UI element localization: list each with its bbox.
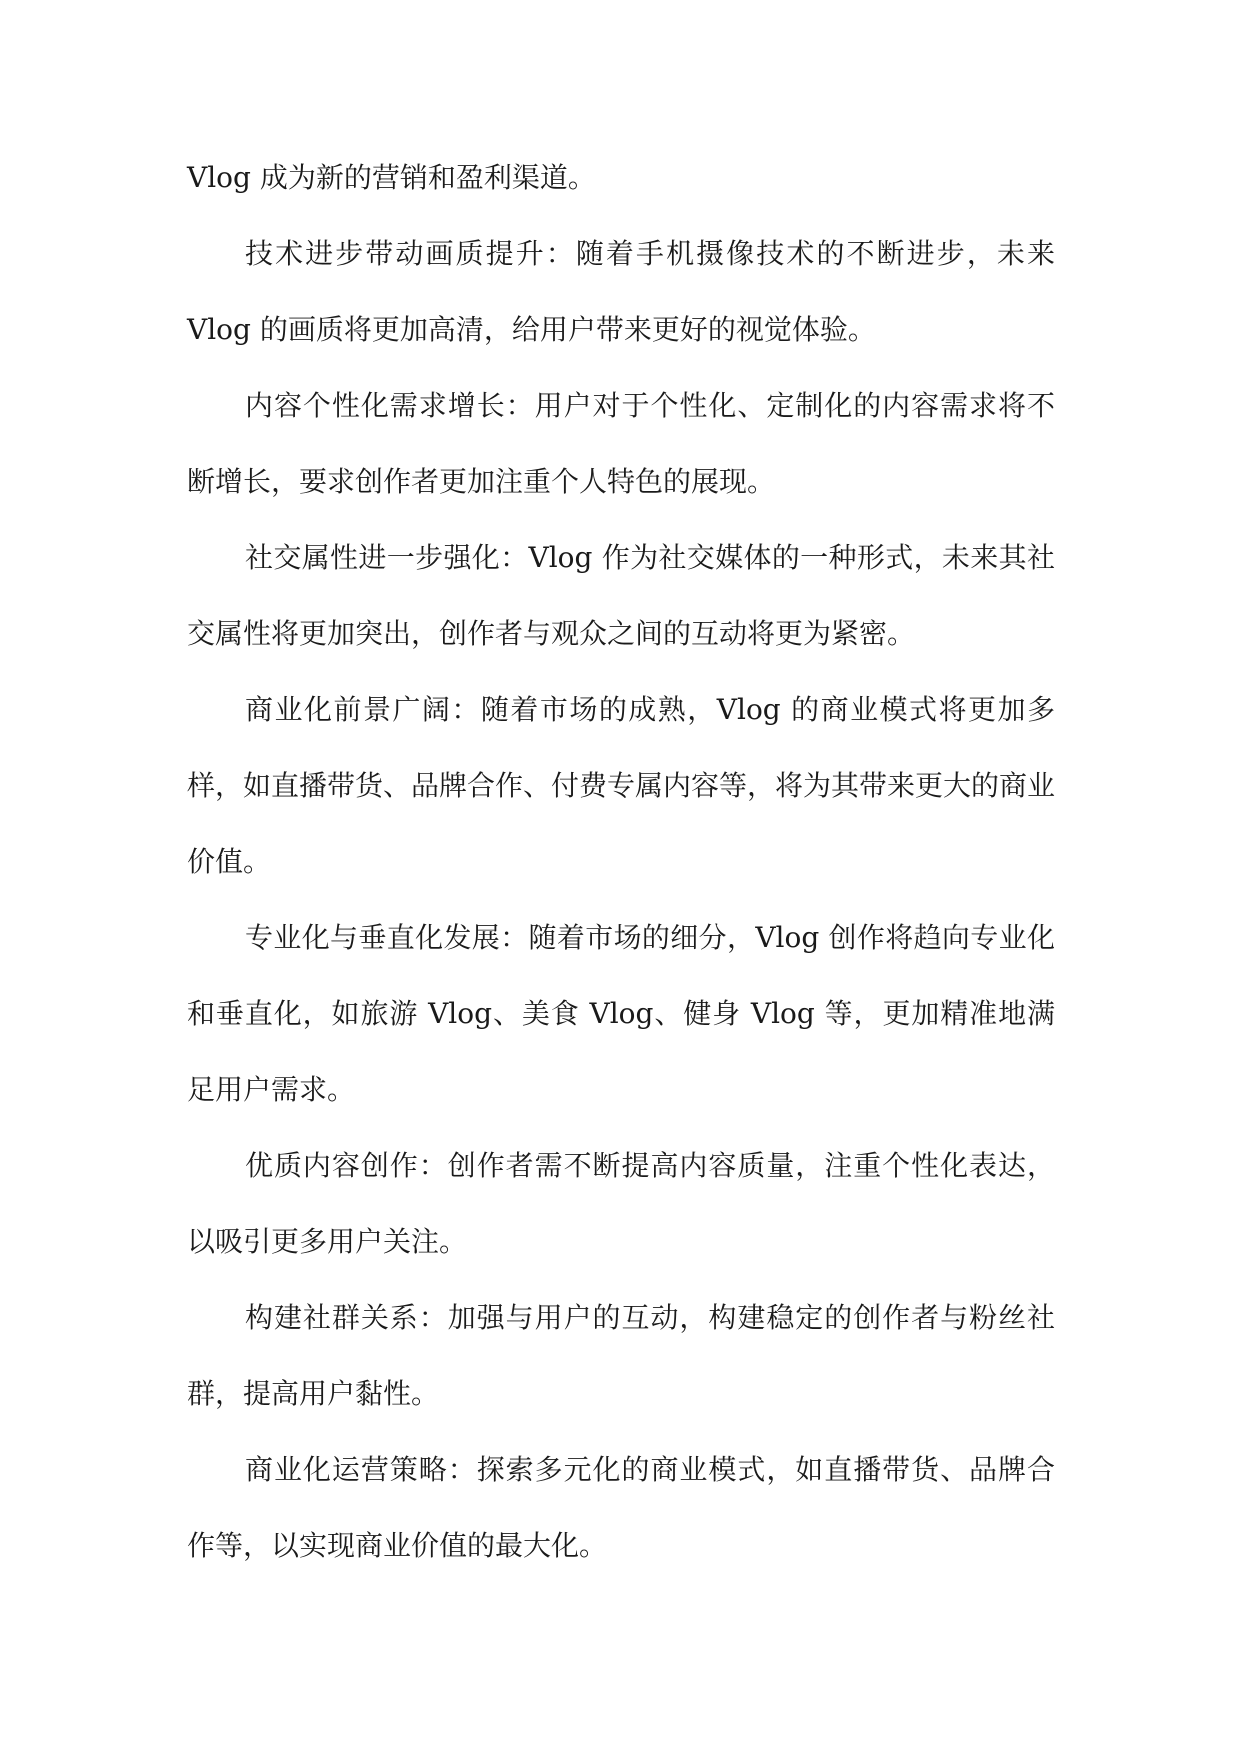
paragraph-social-attributes: 社交属性进一步强化：Vlog 作为社交媒体的一种形式，未来其社交属性将更加突出，创作者与观众之间的互动将更为紧密。 xyxy=(187,541,1055,650)
paragraph-personalization: 内容个性化需求增长：用户对于个性化、定制化的内容需求将不断增长，要求创作者更加注重个人特色的展现。 xyxy=(187,389,1055,498)
paragraph-image-quality: 技术进步带动画质提升：随着手机摄像技术的不断进步，未来 Vlog 的画质将更加高清，给用户带来更好的视觉体验。 xyxy=(187,237,1055,346)
document-body xyxy=(187,140,1055,1584)
paragraph-commercial-prospects: 商业化前景广阔：随着市场的成熟，Vlog 的商业模式将更加多样，如直播带货、品牌合作、付费专属内容等，将为其带来更大的商业价值。 xyxy=(187,693,1056,878)
paragraph-continuation: Vlog 成为新的营销和盈利渠道。 xyxy=(187,161,596,194)
paragraph-commercial-strategy: 商业化运营策略：探索多元化的商业模式，如直播带货、品牌合作等，以实现商业价值的最大化。 xyxy=(187,1453,1055,1562)
paragraph-quality-content: 优质内容创作：创作者需不断提高内容质量，注重个性化表达，以吸引更多用户关注。 xyxy=(187,1149,1055,1258)
paragraph-specialization: 专业化与垂直化发展：随着市场的细分，Vlog 创作将趋向专业化和垂直化，如旅游 Vlog、美食 Vlog、健身 Vlog 等，更加精准地满足用户需求。 xyxy=(187,921,1055,1106)
paragraph-community: 构建社群关系：加强与用户的互动，构建稳定的创作者与粉丝社群，提高用户黏性。 xyxy=(187,1301,1055,1410)
